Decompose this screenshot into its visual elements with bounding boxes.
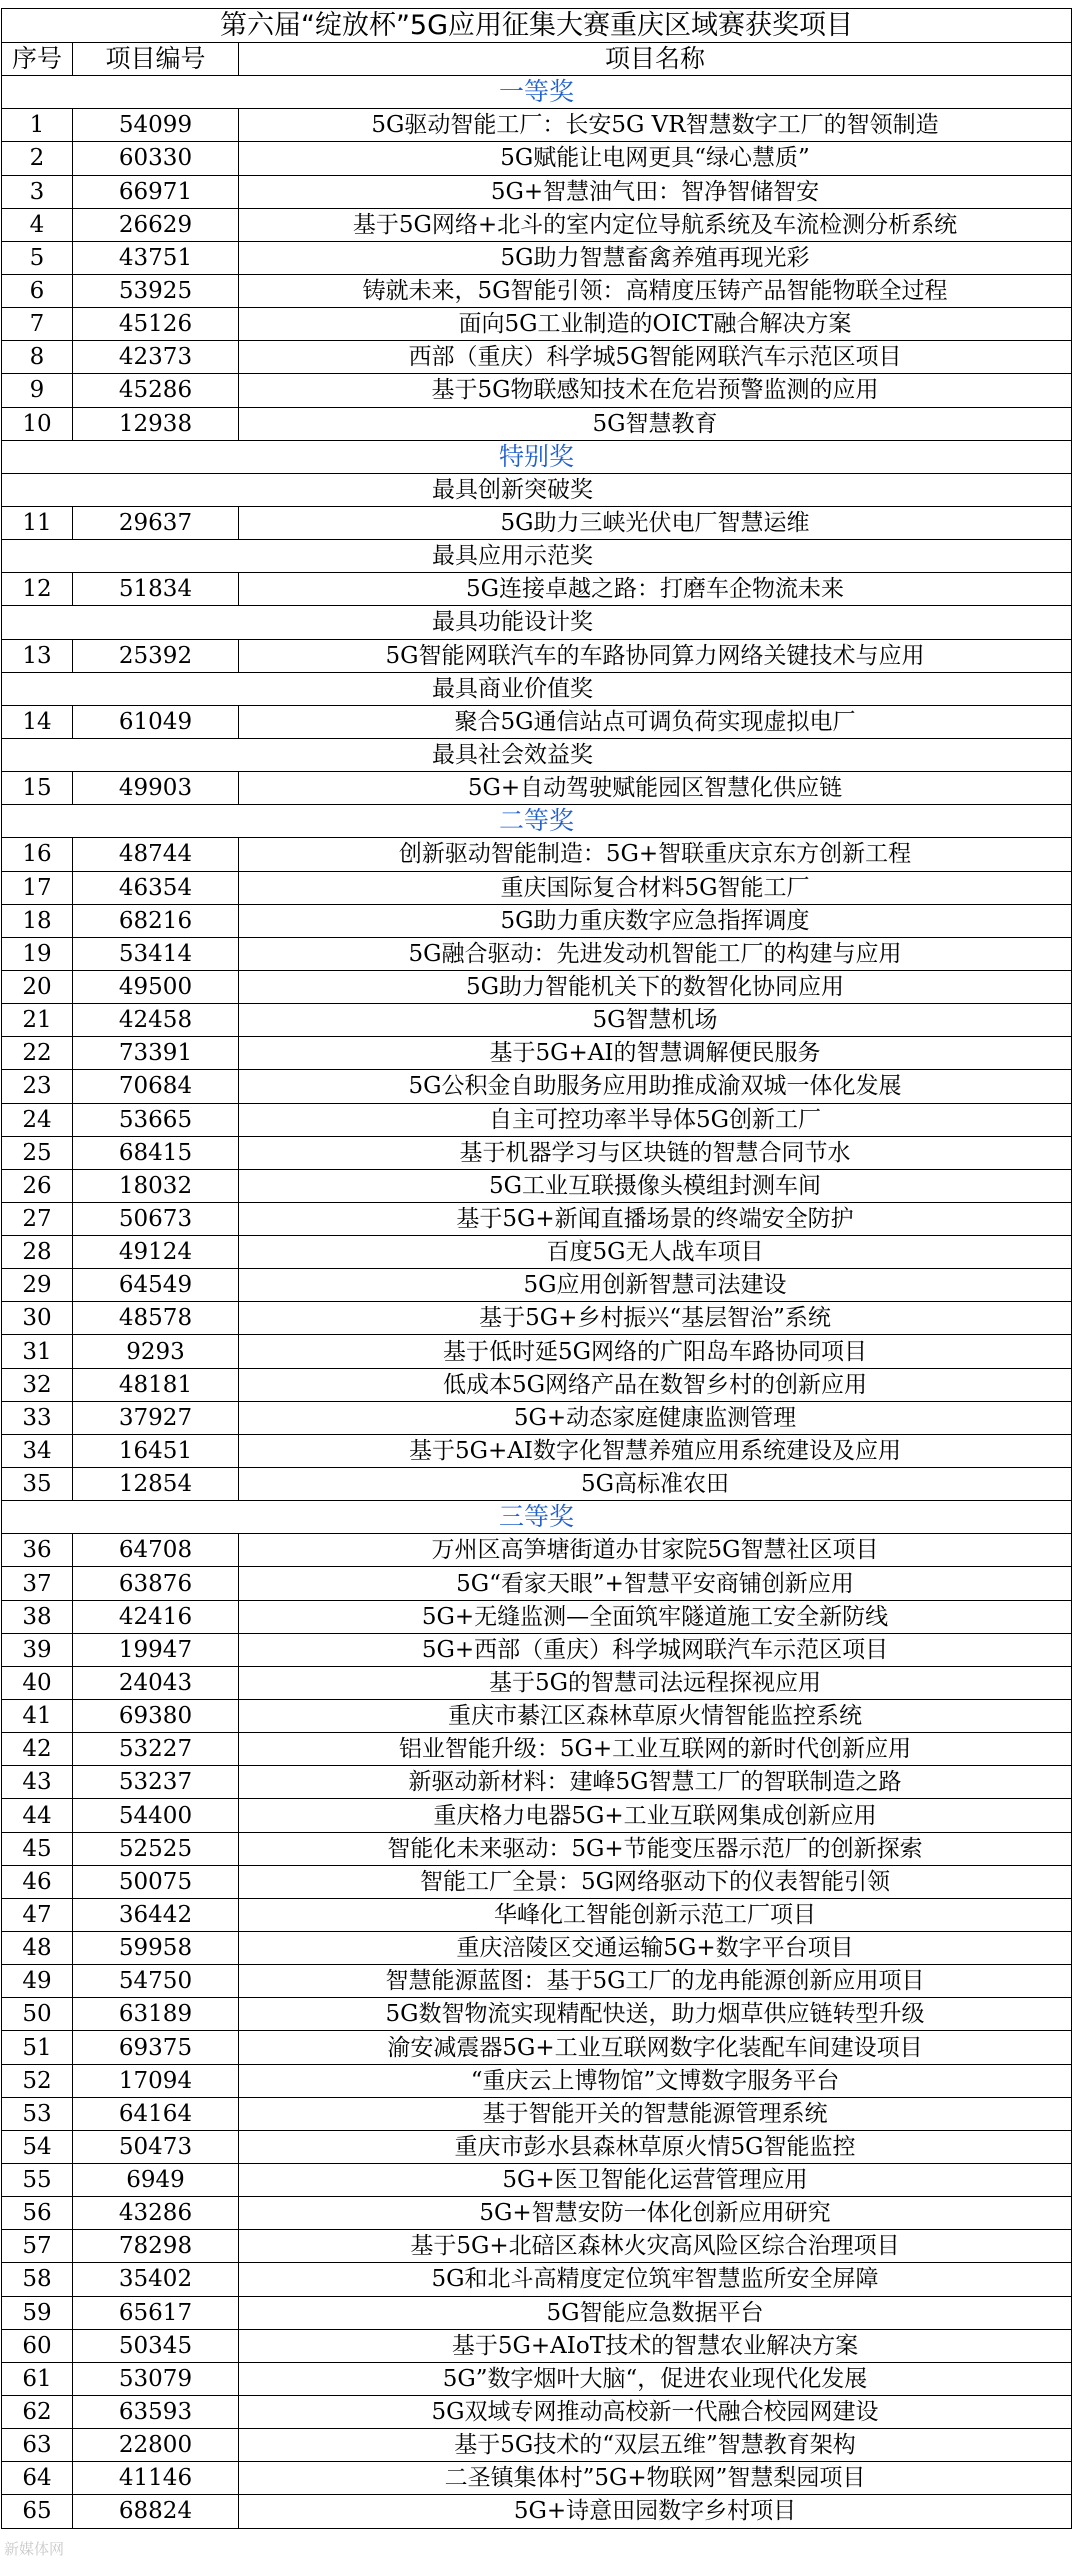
row-name: 基于5G网络+北斗的室内定位导航系统及车流检测分析系统 [239,208,1072,241]
subcategory-label: 最具社会效益奖 [2,738,1072,771]
row-num: 23 [2,1070,73,1103]
subcategory-label: 最具商业价值奖 [2,672,1072,705]
row-name: 5G应用创新智慧司法建设 [239,1269,1072,1302]
subcategory-row [2,473,1072,506]
row-name: 5G工业互联摄像头模组封测车间 [239,1169,1072,1202]
table-title: 第六届“绽放杯”5G应用征集大赛重庆区域赛获奖项目 [2,9,1072,43]
table-row [2,937,1072,970]
row-num: 53 [2,2097,73,2130]
row-num: 54 [2,2130,73,2163]
table-row [2,2097,1072,2130]
row-name: 创新驱动智能制造：5G+智联重庆京东方创新工程 [239,838,1072,871]
row-name: 5G+智慧油气田：智净智储智安 [239,175,1072,208]
table-row [2,1932,1072,1965]
row-name: 百度5G无人战车项目 [239,1236,1072,1269]
table-row [2,1169,1072,1202]
row-num: 31 [2,1335,73,1368]
row-code: 51834 [73,573,239,606]
row-name: 基于5G+新闻直播场景的终端安全防护 [239,1202,1072,1235]
row-code: 73391 [73,1037,239,1070]
section-row [2,1501,1072,1534]
table-row [2,1600,1072,1633]
row-code: 36442 [73,1898,239,1931]
row-code: 19947 [73,1633,239,1666]
row-code: 17094 [73,2064,239,2097]
table-row [2,1733,1072,1766]
table-row [2,1037,1072,1070]
row-name: 西部（重庆）科学城5G智能网联汽车示范区项目 [239,341,1072,374]
row-code: 69375 [73,2031,239,2064]
row-num: 44 [2,1799,73,1832]
row-code: 24043 [73,1666,239,1699]
row-name: 5G智慧教育 [239,407,1072,440]
row-name: 5G助力三峡光伏电厂智慧运维 [239,506,1072,539]
row-name: 基于智能开关的智慧能源管理系统 [239,2097,1072,2130]
subcategory-label: 最具创新突破奖 [2,473,1072,506]
row-num: 57 [2,2230,73,2263]
table-row [2,274,1072,307]
row-name: 聚合5G通信站点可调负荷实现虚拟电厂 [239,705,1072,738]
row-name: 5G双域专网推动高校新一代融合校园网建设 [239,2395,1072,2428]
table-row [2,1633,1072,1666]
row-code: 78298 [73,2230,239,2263]
table-row [2,705,1072,738]
header-num: 序号 [2,43,73,76]
row-code: 54400 [73,1799,239,1832]
row-num: 61 [2,2362,73,2395]
row-name: 5G+西部（重庆）科学城网联汽车示范区项目 [239,1633,1072,1666]
subcategory-label: 最具功能设计奖 [2,606,1072,639]
row-name: 面向5G工业制造的OICT融合解决方案 [239,308,1072,341]
row-code: 53665 [73,1103,239,1136]
row-num: 16 [2,838,73,871]
row-num: 42 [2,1733,73,1766]
row-num: 15 [2,772,73,805]
row-num: 52 [2,2064,73,2097]
section-label: 一等奖 [2,76,1072,109]
section-row [2,76,1072,109]
row-num: 64 [2,2462,73,2495]
row-name: 5G+无缝监测—全面筑牢隧道施工安全新防线 [239,1600,1072,1633]
row-name: 二圣镇集体村”5G+物联网”智慧梨园项目 [239,2462,1072,2495]
table-row [2,2395,1072,2428]
table-row [2,308,1072,341]
row-code: 53925 [73,274,239,307]
row-name: 基于5G物联感知技术在危岩预警监测的应用 [239,374,1072,407]
table-row [2,2064,1072,2097]
table-row [2,2164,1072,2197]
row-num: 39 [2,1633,73,1666]
row-code: 54099 [73,109,239,142]
row-name: 5G高标准农田 [239,1468,1072,1501]
row-code: 35402 [73,2263,239,2296]
row-name: 5G驱动智能工厂：长安5G VR智慧数字工厂的智领制造 [239,109,1072,142]
row-name: 5G融合驱动：先进发动机智能工厂的构建与应用 [239,937,1072,970]
section-label: 三等奖 [2,1501,1072,1534]
row-code: 69380 [73,1700,239,1733]
row-code: 29637 [73,506,239,539]
row-num: 33 [2,1401,73,1434]
row-code: 50473 [73,2130,239,2163]
table-row [2,2263,1072,2296]
row-code: 12854 [73,1468,239,1501]
table-row [2,871,1072,904]
row-name: 5G“看家天眼”+智慧平安商铺创新应用 [239,1567,1072,1600]
row-num: 50 [2,1998,73,2031]
row-code: 66971 [73,175,239,208]
row-num: 13 [2,639,73,672]
row-code: 42373 [73,341,239,374]
row-name: 5G+医卫智能化运营管理应用 [239,2164,1072,2197]
row-num: 36 [2,1534,73,1567]
row-num: 14 [2,705,73,738]
row-code: 37927 [73,1401,239,1434]
row-code: 70684 [73,1070,239,1103]
row-code: 68415 [73,1136,239,1169]
table-row [2,1567,1072,1600]
row-code: 42458 [73,1004,239,1037]
row-code: 41146 [73,2462,239,2495]
row-code: 12938 [73,407,239,440]
table-row [2,904,1072,937]
row-num: 4 [2,208,73,241]
header-row [2,43,1072,76]
table-row [2,639,1072,672]
table-row [2,1898,1072,1931]
subcategory-row [2,606,1072,639]
row-num: 21 [2,1004,73,1037]
row-code: 64549 [73,1269,239,1302]
row-num: 10 [2,407,73,440]
row-code: 49124 [73,1236,239,1269]
row-name: 5G+诗意田园数字乡村项目 [239,2495,1072,2528]
row-num: 8 [2,341,73,374]
row-name: 低成本5G网络产品在数智乡村的创新应用 [239,1368,1072,1401]
table-row [2,838,1072,871]
row-name: 5G赋能让电网更具“绿心慧质” [239,142,1072,175]
row-code: 61049 [73,705,239,738]
row-code: 54750 [73,1965,239,1998]
row-num: 49 [2,1965,73,1998]
row-code: 6949 [73,2164,239,2197]
table-row [2,2296,1072,2329]
row-name: 基于5G+AI数字化智慧养殖应用系统建设及应用 [239,1434,1072,1467]
row-num: 60 [2,2329,73,2362]
row-code: 63876 [73,1567,239,1600]
row-name: 5G+动态家庭健康监测管理 [239,1401,1072,1434]
table-row [2,1799,1072,1832]
row-num: 59 [2,2296,73,2329]
row-name: 智慧能源蓝图：基于5G工厂的龙冉能源创新应用项目 [239,1965,1072,1998]
row-name: 5G助力重庆数字应急指挥调度 [239,904,1072,937]
table-row [2,1965,1072,1998]
row-name: 5G公积金自助服务应用助推成渝双城一体化发展 [239,1070,1072,1103]
row-num: 7 [2,308,73,341]
row-num: 47 [2,1898,73,1931]
table-row [2,109,1072,142]
table-row [2,1700,1072,1733]
table-row [2,1302,1072,1335]
table-row [2,1236,1072,1269]
table-row [2,2362,1072,2395]
table-row [2,175,1072,208]
row-name: 基于5G技术的“双层五维”智慧教育架构 [239,2429,1072,2462]
row-name: 5G助力智能机关下的数智化协同应用 [239,970,1072,1003]
row-code: 9293 [73,1335,239,1368]
row-code: 45286 [73,374,239,407]
row-code: 50075 [73,1865,239,1898]
row-name: 华峰化工智能创新示范工厂项目 [239,1898,1072,1931]
row-num: 5 [2,241,73,274]
row-name: 铸就未来，5G智能引领：高精度压铸产品智能物联全过程 [239,274,1072,307]
row-name: 5G智能网联汽车的车路协同算力网络关键技术与应用 [239,639,1072,672]
row-name: 重庆市綦江区森林草原火情智能监控系统 [239,1700,1072,1733]
section-row [2,440,1072,473]
row-code: 43286 [73,2197,239,2230]
row-num: 12 [2,573,73,606]
row-num: 6 [2,274,73,307]
row-num: 38 [2,1600,73,1633]
row-code: 63593 [73,2395,239,2428]
row-code: 46354 [73,871,239,904]
row-name: 5G智慧机场 [239,1004,1072,1037]
row-num: 18 [2,904,73,937]
row-name: 基于5G+AI的智慧调解便民服务 [239,1037,1072,1070]
table-row [2,1534,1072,1567]
row-name: 基于5G的智慧司法远程探视应用 [239,1666,1072,1699]
row-num: 46 [2,1865,73,1898]
row-name: 智能化未来驱动：5G+节能变压器示范厂的创新探索 [239,1832,1072,1865]
row-name: 5G数智物流实现精配快送，助力烟草供应链转型升级 [239,1998,1072,2031]
subcategory-row [2,672,1072,705]
table-row [2,573,1072,606]
row-num: 45 [2,1832,73,1865]
row-code: 60330 [73,142,239,175]
row-num: 56 [2,2197,73,2230]
table-row [2,2197,1072,2230]
row-num: 1 [2,109,73,142]
row-code: 43751 [73,241,239,274]
watermark: 新媒体网 [4,2540,65,2558]
row-num: 9 [2,374,73,407]
table-row [2,241,1072,274]
row-name: 智能工厂全景：5G网络驱动下的仪表智能引领 [239,1865,1072,1898]
row-code: 68824 [73,2495,239,2528]
table-row [2,142,1072,175]
row-name: 5G+自动驾驶赋能园区智慧化供应链 [239,772,1072,805]
row-code: 22800 [73,2429,239,2462]
table-row [2,1070,1072,1103]
row-code: 53237 [73,1766,239,1799]
section-label: 二等奖 [2,805,1072,838]
table-row [2,1865,1072,1898]
row-num: 20 [2,970,73,1003]
row-name: 新驱动新材料：建峰5G智慧工厂的智联制造之路 [239,1766,1072,1799]
row-code: 65617 [73,2296,239,2329]
subcategory-row [2,738,1072,771]
row-code: 26629 [73,208,239,241]
row-code: 53227 [73,1733,239,1766]
table-row [2,1401,1072,1434]
row-name: 重庆国际复合材料5G智能工厂 [239,871,1072,904]
section-row [2,805,1072,838]
row-num: 41 [2,1700,73,1733]
table-row [2,2130,1072,2163]
row-num: 62 [2,2395,73,2428]
table-row [2,1202,1072,1235]
row-num: 51 [2,2031,73,2064]
table-row [2,341,1072,374]
row-num: 29 [2,1269,73,1302]
header-code: 项目编号 [73,43,239,76]
table-row [2,2495,1072,2528]
row-code: 49903 [73,772,239,805]
table-row [2,970,1072,1003]
row-code: 48744 [73,838,239,871]
table-row [2,506,1072,539]
row-num: 17 [2,871,73,904]
row-num: 30 [2,1302,73,1335]
row-num: 34 [2,1434,73,1467]
row-name: 基于5G+北碚区森林火灾高风险区综合治理项目 [239,2230,1072,2263]
awards-table [1,8,1072,2529]
row-name: 基于低时延5G网络的广阳岛车路协同项目 [239,1335,1072,1368]
row-name: “重庆云上博物馆”文博数字服务平台 [239,2064,1072,2097]
row-code: 49500 [73,970,239,1003]
table-row [2,2230,1072,2263]
row-name: 基于5G+乡村振兴“基层智治”系统 [239,1302,1072,1335]
row-num: 28 [2,1236,73,1269]
table-row [2,1103,1072,1136]
row-code: 45126 [73,308,239,341]
table-row [2,407,1072,440]
table-row [2,772,1072,805]
row-code: 68216 [73,904,239,937]
title-row [2,9,1072,43]
row-num: 27 [2,1202,73,1235]
row-num: 22 [2,1037,73,1070]
row-num: 3 [2,175,73,208]
row-code: 64708 [73,1534,239,1567]
row-code: 59958 [73,1932,239,1965]
row-num: 26 [2,1169,73,1202]
row-code: 25392 [73,639,239,672]
row-num: 32 [2,1368,73,1401]
table-row [2,374,1072,407]
row-code: 18032 [73,1169,239,1202]
row-code: 48181 [73,1368,239,1401]
table-row [2,1434,1072,1467]
row-name: 重庆市彭水县森林草原火情5G智能监控 [239,2130,1072,2163]
header-name: 项目名称 [239,43,1072,76]
row-code: 50345 [73,2329,239,2362]
row-num: 55 [2,2164,73,2197]
row-num: 2 [2,142,73,175]
table-row [2,1335,1072,1368]
row-code: 53079 [73,2362,239,2395]
row-code: 52525 [73,1832,239,1865]
row-name: 基于5G+AIoT技术的智慧农业解决方案 [239,2329,1072,2362]
row-name: 自主可控功率半导体5G创新工厂 [239,1103,1072,1136]
row-num: 43 [2,1766,73,1799]
table-row [2,2429,1072,2462]
table-row [2,1766,1072,1799]
row-code: 42416 [73,1600,239,1633]
row-code: 48578 [73,1302,239,1335]
subcategory-row [2,540,1072,573]
row-code: 50673 [73,1202,239,1235]
row-name: 5G+智慧安防一体化创新应用研究 [239,2197,1072,2230]
table-row [2,2329,1072,2362]
row-num: 11 [2,506,73,539]
row-num: 58 [2,2263,73,2296]
row-num: 19 [2,937,73,970]
row-name: 重庆格力电器5G+工业互联网集成创新应用 [239,1799,1072,1832]
table-row [2,1832,1072,1865]
section-label: 特别奖 [2,440,1072,473]
row-num: 63 [2,2429,73,2462]
table-row [2,1136,1072,1169]
row-name: 基于机器学习与区块链的智慧合同节水 [239,1136,1072,1169]
row-code: 64164 [73,2097,239,2130]
row-num: 24 [2,1103,73,1136]
table-row [2,1368,1072,1401]
table-row [2,1269,1072,1302]
row-name: 5G和北斗高精度定位筑牢智慧监所安全屏障 [239,2263,1072,2296]
row-num: 37 [2,1567,73,1600]
row-name: 重庆涪陵区交通运输5G+数字平台项目 [239,1932,1072,1965]
row-num: 40 [2,1666,73,1699]
table-row [2,1004,1072,1037]
row-code: 63189 [73,1998,239,2031]
row-num: 48 [2,1932,73,1965]
table-row [2,2031,1072,2064]
row-name: 铝业智能升级：5G+工业互联网的新时代创新应用 [239,1733,1072,1766]
table-row [2,1998,1072,2031]
subcategory-label: 最具应用示范奖 [2,540,1072,573]
table-row [2,1666,1072,1699]
row-code: 16451 [73,1434,239,1467]
row-name: 万州区高笋塘街道办甘家院5G智慧社区项目 [239,1534,1072,1567]
row-num: 65 [2,2495,73,2528]
row-name: 渝安减震器5G+工业互联网数字化装配车间建设项目 [239,2031,1072,2064]
row-name: 5G智能应急数据平台 [239,2296,1072,2329]
row-num: 25 [2,1136,73,1169]
row-name: 5G连接卓越之路：打磨车企物流未来 [239,573,1072,606]
row-name: 5G助力智慧畜禽养殖再现光彩 [239,241,1072,274]
row-name: 5G”数字烟叶大脑“，促进农业现代化发展 [239,2362,1072,2395]
row-num: 35 [2,1468,73,1501]
row-code: 53414 [73,937,239,970]
table-row [2,208,1072,241]
table-row [2,1468,1072,1501]
table-row [2,2462,1072,2495]
